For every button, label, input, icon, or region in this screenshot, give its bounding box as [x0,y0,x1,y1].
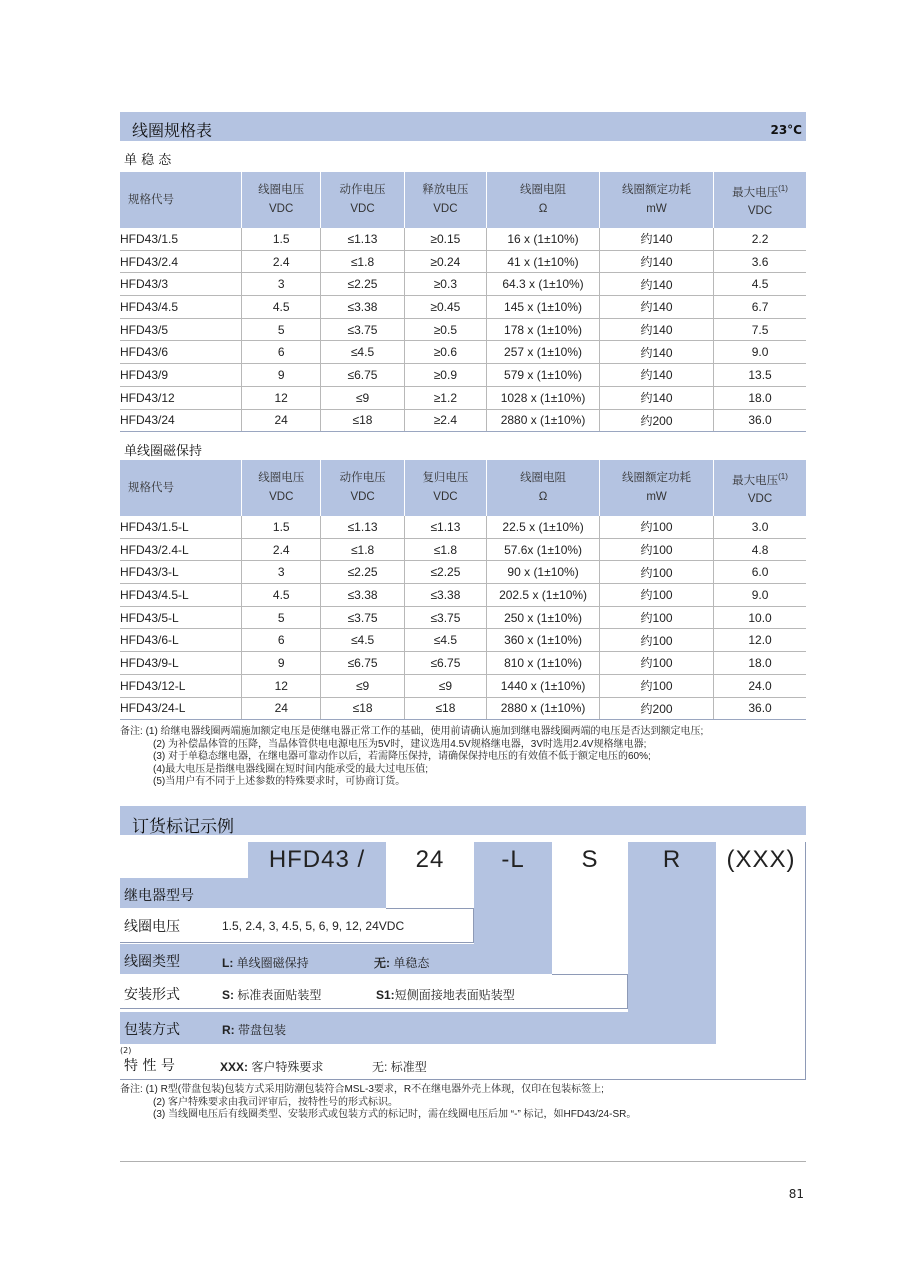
code-packing: R [662,846,682,873]
order-value-mounting-alt: S1:短侧面接地表面贴装型 [376,988,515,1002]
table-cell: 16 x (1±10%) [487,228,600,250]
table-cell: ≤9 [404,674,486,697]
order-label-voltage: 线圈电压 [124,919,180,935]
special-sup: (2) [120,1046,132,1055]
temperature-label: 23°C [770,123,802,137]
table-cell: ≤6.75 [404,652,486,675]
order-value-coil-type: L: 单线圈磁保持 [222,956,309,970]
table-cell: ≤9 [321,674,404,697]
table-cell: 4.5 [714,273,806,296]
table-row [120,228,806,250]
table-cell: ≤4.5 [404,629,486,652]
note-line: (2) 为补偿晶体管的压降，当晶体管供电电源电压为5V时，建议选用4.5V规格继电器，3V时选用2.4V规格继电器; [153,738,647,750]
table-cell: 2.4 [242,250,321,273]
table-header-cell: 线圈额定功耗 mW [599,172,713,228]
table-cell: ≥0.9 [404,364,486,387]
table-cell: ≥0.3 [404,273,486,296]
table-cell: 5 [242,318,321,341]
table-cell: 9 [242,364,321,387]
table-cell: 12 [242,674,321,697]
table-cell: HFD43/24-L [120,697,242,720]
code-model: HFD43 / [268,846,366,873]
table-cell: 3 [242,561,321,584]
table-cell: 2.2 [714,228,806,250]
note-line: (2) 客户特殊要求由我司评审后，按特性号的形式标识。 [153,1096,398,1108]
table-cell: 6.0 [714,561,806,584]
notes-prefix: 备注: [120,726,143,737]
table-cell: HFD43/2.4 [120,250,242,273]
table-cell: 41 x (1±10%) [487,250,600,273]
table-cell: HFD43/1.5-L [120,516,242,538]
table-header-cell: 规格代号 [120,172,242,228]
table-row [120,386,806,409]
code-coil-type: -L [501,846,525,873]
order-label-coil-type: 线圈类型 [124,954,180,970]
table-row [120,584,806,607]
order-title: 订货标记示例 [132,817,234,837]
note-line: (3) 对于单稳态继电器，在继电器可靠动作以后，若需降压保持，请确保保持电压的有效值不低于额定电压的60%; [153,751,651,762]
table-cell: 178 x (1±10%) [487,318,600,341]
order-header-bar [120,806,806,835]
order-label-model: 继电器型号 [124,888,194,904]
row-block-pack [120,1012,716,1044]
table-cell: ≥0.45 [404,296,486,319]
code-mounting: S [581,846,599,873]
table-row [120,296,806,319]
table-cell: 24.0 [714,674,806,697]
table-row [120,273,806,296]
page-number: 81 [788,1187,804,1201]
table-cell: 250 x (1±10%) [487,606,600,629]
table-cell: ≤18 [321,697,404,720]
table-cell: 4.5 [242,296,321,319]
table-cell: ≤3.75 [321,318,404,341]
coil-notes [120,726,703,789]
table-cell: 57.6x (1±10%) [487,538,600,561]
order-notes [120,1084,636,1122]
table-cell: 2.4 [242,538,321,561]
table-row [120,516,806,538]
table-cell: ≤2.25 [404,561,486,584]
table-cell: 约100 [600,516,714,538]
table-cell: ≤3.75 [321,606,404,629]
table-row [120,697,806,720]
table-row [120,538,806,561]
table-cell: 9.0 [714,341,806,364]
table-cell: 约140 [599,341,713,364]
table-header-cell: 动作电压 VDC [321,460,404,516]
table-cell: ≥0.15 [404,228,486,250]
coil-spec-title: 线圈规格表 [132,121,213,140]
table-cell: ≤18 [404,697,486,720]
table-row [120,561,806,584]
table-cell: HFD43/5-L [120,606,242,629]
table-cell: 12.0 [714,629,806,652]
note-line: (4)最大电压是指继电器线圈在短时间内能承受的最大过电压值; [153,763,428,775]
order-value-special-alt: 无: 标准型 [372,1060,427,1074]
order-value-packing: R: 带盘包装 [222,1023,287,1037]
table-cell: ≤6.75 [321,364,404,387]
table-cell: ≤3.38 [321,584,404,607]
order-value-coil-type-alt: 无: 单稳态 [374,956,430,970]
table-cell: 9.0 [714,584,806,607]
table-cell: 360 x (1±10%) [487,629,600,652]
table-cell: 约200 [599,409,713,432]
table-cell: 202.5 x (1±10%) [487,584,600,607]
table-header-cell: 动作电压 VDC [321,172,404,228]
divider-line [627,974,628,1008]
table-cell: HFD43/2.4-L [120,538,242,561]
table-cell: 257 x (1±10%) [487,341,600,364]
table-cell: 约140 [599,318,713,341]
table-cell: ≤4.5 [321,341,404,364]
mono-stable-table [120,172,806,432]
table-cell: 810 x (1±10%) [487,652,600,675]
table-header-cell: 线圈电阻 Ω [487,172,600,228]
table-cell: HFD43/3-L [120,561,242,584]
divider-line [386,908,474,909]
table-cell: 约140 [599,228,713,250]
note-line: (1) R型(带盘包装)包装方式采用防潮包装符合MSL-3要求，R不在继电器外壳上体现，仅印在包装标签上; [145,1084,604,1095]
table-cell: HFD43/5 [120,318,242,341]
order-label-special: 特 性 号 [124,1058,175,1074]
footer-rule [120,1161,806,1162]
table-cell: 90 x (1±10%) [487,561,600,584]
order-label-mounting: 安装形式 [124,987,180,1003]
table-cell: ≥2.4 [404,409,486,432]
table-cell: 1.5 [242,516,321,538]
table-cell: ≤3.38 [404,584,486,607]
code-special: (XXX) [726,846,796,873]
table-cell: HFD43/4.5 [120,296,242,319]
table-cell: 约100 [600,674,714,697]
table-cell: ≤1.13 [321,516,404,538]
table-row [120,409,806,432]
table-cell: 约140 [599,386,713,409]
table-cell: ≤6.75 [321,652,404,675]
table-cell: 约140 [599,250,713,273]
table-cell: 约100 [600,629,714,652]
table-cell: ≤1.13 [404,516,486,538]
table-cell: ≤1.13 [321,228,404,250]
table-header-cell: 最大电压$^{(1)}$ VDC [714,460,806,516]
table-cell: 约140 [599,364,713,387]
table-cell: 约100 [600,652,714,675]
table-cell: ≤2.25 [321,273,404,296]
divider-line [120,942,474,943]
table-cell: 约100 [600,561,714,584]
table-cell: 5 [242,606,321,629]
table-cell: 6 [242,629,321,652]
table-cell: 约100 [600,538,714,561]
code-voltage: 24 [415,846,445,873]
table-header-cell: 线圈电阻 Ω [487,460,600,516]
table-header-cell: 线圈电压 VDC [242,172,321,228]
mono-stable-label: 单 稳 态 [124,153,172,168]
table-cell: 约100 [600,606,714,629]
table-cell: HFD43/6-L [120,629,242,652]
table-cell: 1028 x (1±10%) [487,386,600,409]
table-row [120,364,806,387]
table-cell: ≤9 [321,386,404,409]
table-cell: 约100 [600,584,714,607]
table-header-cell: 释放电压 VDC [404,172,486,228]
table-cell: 145 x (1±10%) [487,296,600,319]
table-row [120,652,806,675]
table-cell: HFD43/3 [120,273,242,296]
table-cell: ≤1.8 [321,538,404,561]
table-row [120,250,806,273]
table-cell: 约140 [599,273,713,296]
table-header-cell: 最大电压$^{(1)}$ VDC [714,172,806,228]
table-cell: ≤1.8 [321,250,404,273]
table-cell: 24 [242,409,321,432]
divider-line [473,908,474,942]
table-cell: 36.0 [714,697,806,720]
coil-spec-header-bar [120,112,806,141]
table-cell: 7.5 [714,318,806,341]
table-header-cell: 复归电压 VDC [404,460,486,516]
order-value-mounting: S: 标准表面贴装型 [222,988,322,1002]
table-cell: 36.0 [714,409,806,432]
table-row [120,606,806,629]
table-cell: 6.7 [714,296,806,319]
table-cell: ≥1.2 [404,386,486,409]
table-cell: HFD43/24 [120,409,242,432]
table-cell: HFD43/12 [120,386,242,409]
latching-table [120,460,806,720]
table-cell: HFD43/1.5 [120,228,242,250]
table-cell: 6 [242,341,321,364]
table-cell: 2880 x (1±10%) [487,697,600,720]
table-cell: 10.0 [714,606,806,629]
table-cell: ≤2.25 [321,561,404,584]
table-header-cell: 线圈额定功耗 mW [600,460,714,516]
table-cell: ≥0.24 [404,250,486,273]
table-row [120,341,806,364]
table-cell: 3.0 [714,516,806,538]
table-cell: ≥0.6 [404,341,486,364]
table-cell: 1440 x (1±10%) [487,674,600,697]
table-row [120,318,806,341]
order-value-special: XXX: 客户特殊要求 [220,1060,324,1074]
table-cell: 64.3 x (1±10%) [487,273,600,296]
divider-line [552,974,628,975]
table-cell: 约200 [600,697,714,720]
table-cell: ≤3.75 [404,606,486,629]
table-header-cell: 线圈电压 VDC [242,460,321,516]
table-cell: 3 [242,273,321,296]
table-cell: ≤4.5 [321,629,404,652]
table-cell: 12 [242,386,321,409]
table-cell: HFD43/9 [120,364,242,387]
table-cell: 18.0 [714,652,806,675]
order-label-packing: 包装方式 [124,1022,180,1038]
table-cell: 13.5 [714,364,806,387]
note-line: (3) 当线圈电压后有线圈类型、安装形式或包装方式的标记时，需在线圈电压后加 “-” 标记，如HFD43/24-SR。 [153,1109,637,1120]
latching-label: 单线圈磁保持 [124,444,203,459]
table-cell: HFD43/12-L [120,674,242,697]
table-cell: 9 [242,652,321,675]
table-cell: HFD43/6 [120,341,242,364]
note-line: (1) 给继电器线圈两端施加额定电压是使继电器正常工作的基础，使用前请确认施加到继电器线圈两端的电压是否达到额定电压; [145,726,704,737]
table-cell: 1.5 [242,228,321,250]
order-value-voltage: 1.5, 2.4, 3, 4.5, 5, 6, 9, 12, 24VDC [222,919,405,933]
table-cell: 2880 x (1±10%) [487,409,600,432]
table-cell: HFD43/4.5-L [120,584,242,607]
table-cell: 18.0 [714,386,806,409]
table-cell: ≤3.38 [321,296,404,319]
table-cell: ≤1.8 [404,538,486,561]
table-cell: 24 [242,697,321,720]
row-block-type [120,944,552,974]
table-header-cell: 规格代号 [120,460,242,516]
table-row [120,629,806,652]
divider-line [120,1008,628,1009]
table-cell: 579 x (1±10%) [487,364,600,387]
table-cell: 4.8 [714,538,806,561]
table-cell: 约140 [599,296,713,319]
table-row [120,674,806,697]
table-cell: 3.6 [714,250,806,273]
divider-line [120,1079,806,1080]
table-cell: 22.5 x (1±10%) [487,516,600,538]
table-cell: ≥0.5 [404,318,486,341]
table-cell: ≤18 [321,409,404,432]
table-cell: HFD43/9-L [120,652,242,675]
note-line: (5)当用户有不同于上述参数的特殊要求时，可协商订货。 [153,776,406,787]
table-cell: 4.5 [242,584,321,607]
notes-prefix: 备注: [120,1084,143,1095]
